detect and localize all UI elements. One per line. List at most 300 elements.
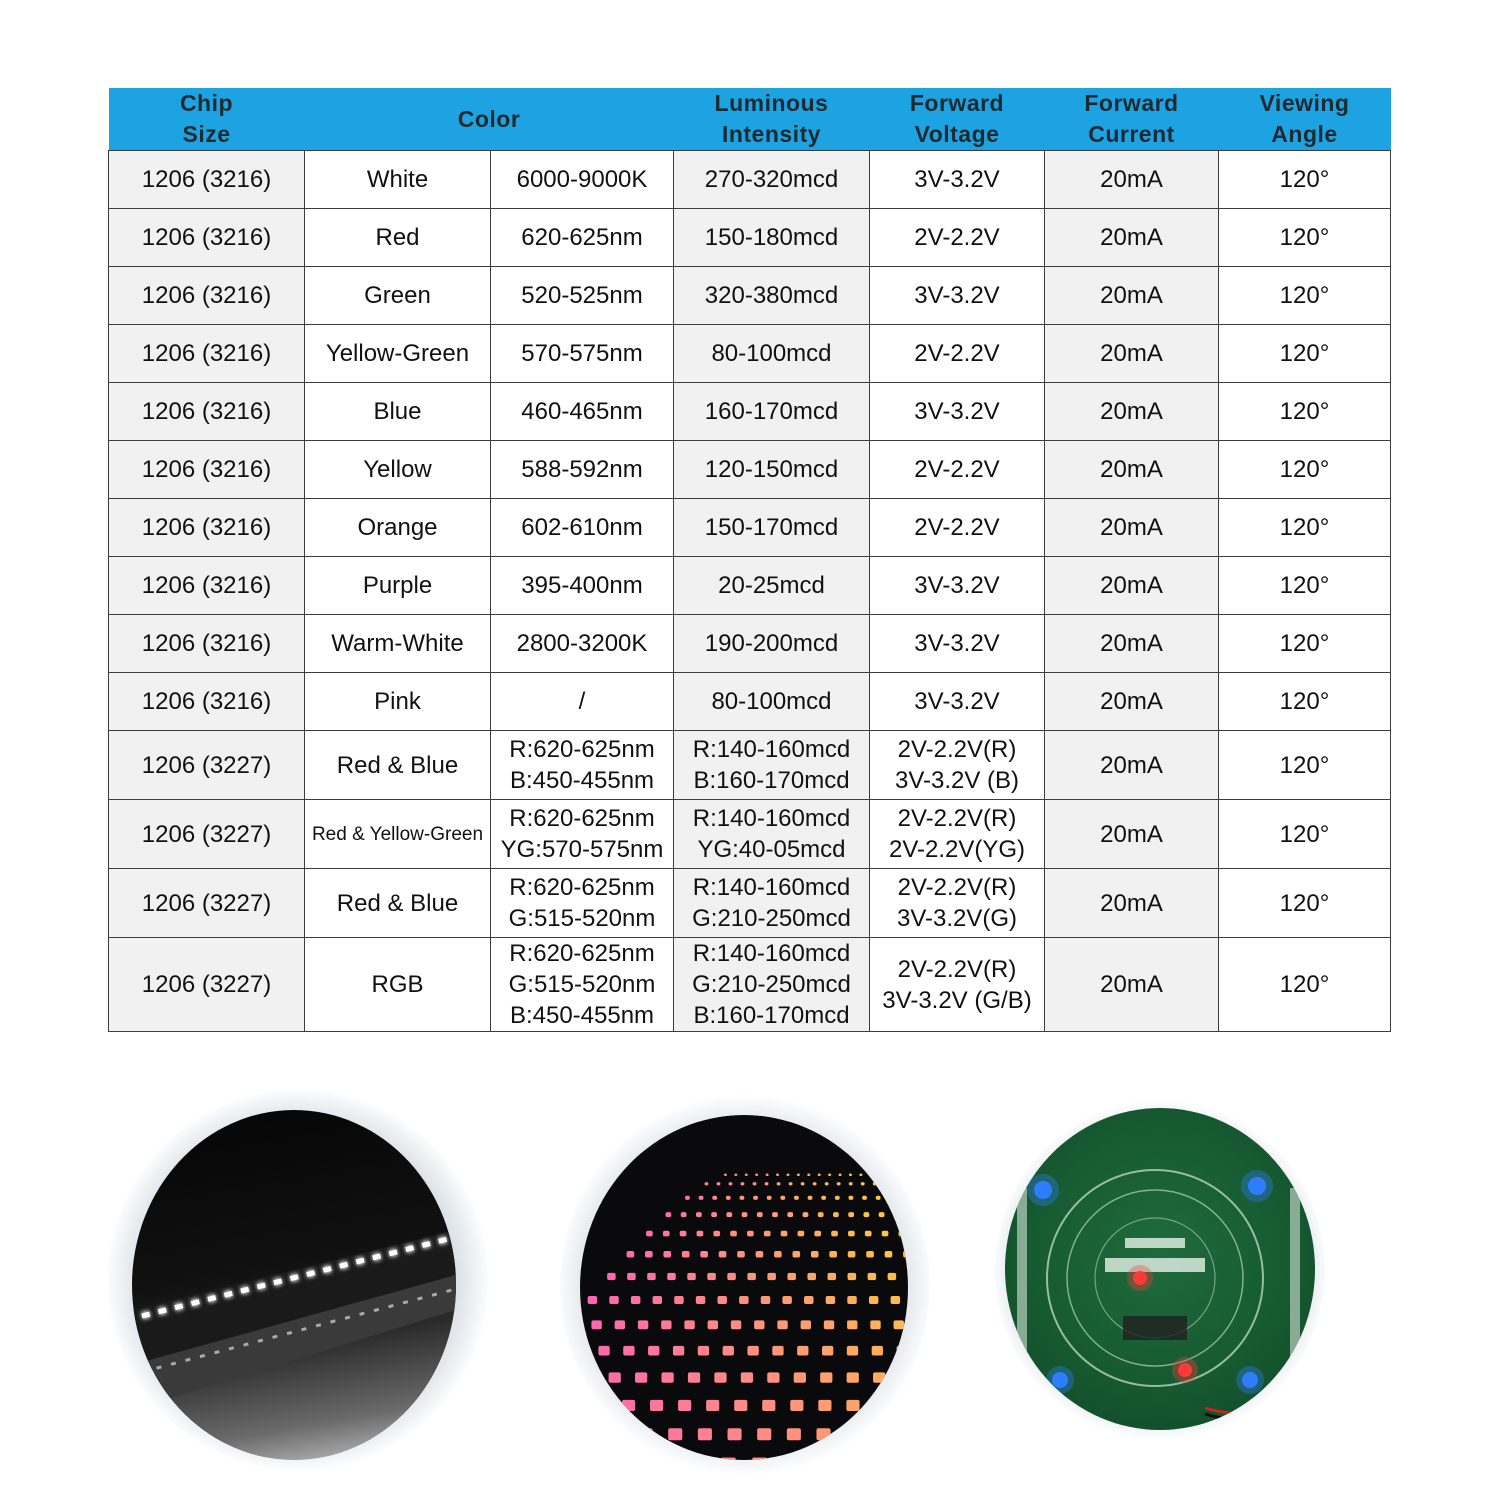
table-row	[109, 800, 1391, 869]
led-dot	[848, 1273, 857, 1280]
led-dot	[849, 1182, 853, 1185]
led-dot	[879, 1212, 885, 1217]
led-dot	[696, 1296, 705, 1304]
led-dot	[803, 1212, 809, 1217]
led-dot	[631, 1296, 640, 1304]
led-dot	[767, 1196, 772, 1200]
cell-luminous-line: B:160-170mcd	[693, 1002, 850, 1029]
led-dot	[764, 1231, 771, 1237]
cell-voltage-line: 3V-3.2V (G/B)	[882, 986, 1032, 1014]
cell-color: Yellow	[305, 441, 491, 499]
table-row	[109, 151, 1391, 209]
cell-wavelength-line: 620-625nm	[521, 224, 643, 251]
cell-chip-size: 1206 (3216)	[109, 383, 305, 441]
led-dot	[607, 1273, 616, 1280]
led-dot	[894, 1320, 904, 1329]
led-dot	[848, 1212, 854, 1217]
led-dot	[728, 1428, 742, 1440]
led-dot	[596, 1458, 611, 1461]
white-led-strip-photo	[132, 1110, 456, 1460]
cell-current: 20mA	[1045, 869, 1219, 938]
cell-wavelength	[491, 800, 674, 869]
led-dot	[847, 1320, 857, 1329]
cell-luminous-line: R:140-160mcd	[692, 805, 851, 832]
cell-wavelength-line: /	[578, 688, 586, 715]
cell-current: 20mA	[1045, 383, 1219, 441]
led-dot	[714, 1372, 726, 1382]
led-dot	[829, 1251, 837, 1257]
cell-chip-size: 1206 (3216)	[109, 325, 305, 383]
cell-chip-size: 1206 (3227)	[109, 731, 305, 800]
cell-chip-size: 1206 (3216)	[109, 499, 305, 557]
cell-color: White	[305, 151, 491, 209]
cell-wavelength-line: B:450-455nm	[509, 1002, 655, 1029]
led-dot	[646, 1231, 653, 1237]
cell-wavelength	[491, 731, 674, 800]
led-matrix-icon	[580, 1115, 908, 1460]
led-dot	[847, 1296, 856, 1304]
cell-chip-size: 1206 (3216)	[109, 673, 305, 731]
cell-voltage-line: 3V-3.2V (B)	[894, 767, 1020, 794]
led-dot	[627, 1458, 642, 1461]
led-dot	[794, 1372, 806, 1382]
led-spec-table	[108, 88, 1391, 1032]
led-dot	[801, 1182, 805, 1185]
cell-voltage-line: 3V-3.2V	[914, 282, 1000, 309]
led-dot	[737, 1251, 745, 1257]
led-dot	[786, 1174, 789, 1177]
led-dot	[681, 1212, 687, 1217]
table-row	[109, 615, 1391, 673]
led-dot	[623, 1346, 634, 1356]
cell-luminous-line: 80-100mcd	[711, 340, 832, 367]
led-dot	[888, 1273, 897, 1280]
led-dot	[739, 1196, 744, 1200]
led-dot	[699, 1196, 704, 1200]
led-dot	[712, 1196, 717, 1200]
cell-voltage	[870, 615, 1045, 673]
led-dot	[663, 1251, 671, 1257]
led-dot	[847, 1372, 859, 1382]
cell-current: 20mA	[1045, 673, 1219, 731]
cell-wavelength	[491, 383, 674, 441]
cell-chip-size: 1206 (3216)	[109, 267, 305, 325]
led-dot	[797, 1174, 800, 1177]
cell-voltage-line: 3V-3.2V	[914, 572, 1000, 599]
led-dot	[704, 1182, 708, 1185]
cell-luminous-line: G:210-250mcd	[692, 971, 851, 998]
cell-wavelength-line: 588-592nm	[521, 456, 643, 483]
cell-luminous	[674, 557, 870, 615]
led-dot	[807, 1174, 810, 1177]
cell-wavelength	[491, 869, 674, 938]
led-dot	[609, 1428, 623, 1440]
cell-luminous	[674, 151, 870, 209]
led-dot	[848, 1231, 855, 1237]
cell-wavelength-line: R:620-625nm	[509, 874, 655, 901]
led-dot	[706, 1400, 719, 1411]
led-dot	[661, 1372, 673, 1382]
led-dot	[708, 1320, 718, 1329]
led-dot	[876, 1196, 881, 1200]
led-dot	[668, 1428, 682, 1440]
cell-luminous	[674, 383, 870, 441]
cell-color: Red & Blue	[305, 731, 491, 800]
led-dot	[866, 1251, 874, 1257]
led-dot	[792, 1251, 800, 1257]
cell-wavelength	[491, 267, 674, 325]
led-dot	[807, 1273, 816, 1280]
led-dot	[824, 1320, 834, 1329]
cell-voltage	[870, 557, 1045, 615]
led-dot	[821, 1196, 826, 1200]
cell-luminous-line: 270-320mcd	[704, 166, 839, 193]
led-dot	[580, 1428, 593, 1440]
cell-luminous-line: 190-200mcd	[704, 630, 839, 657]
led-dot	[627, 1273, 636, 1280]
cell-luminous-line: 320-380mcd	[704, 282, 839, 309]
led-dot	[877, 1458, 892, 1461]
led-dot	[782, 1296, 791, 1304]
cell-luminous-line: 150-170mcd	[704, 514, 839, 541]
cell-luminous-line: 120-150mcd	[704, 456, 839, 483]
cell-voltage	[870, 441, 1045, 499]
cell-chip-size: 1206 (3216)	[109, 151, 305, 209]
led-dot	[653, 1296, 662, 1304]
led-dot	[724, 1174, 727, 1177]
cell-voltage-line: 2V-2.2V(R)	[897, 955, 1017, 983]
led-dot	[813, 1182, 817, 1185]
cell-voltage	[870, 673, 1045, 731]
cell-luminous-line: R:140-160mcd	[692, 736, 851, 763]
led-dot	[688, 1372, 700, 1382]
led-dot	[673, 1346, 684, 1356]
cell-current: 20mA	[1045, 325, 1219, 383]
cell-voltage	[870, 869, 1045, 938]
led-dot	[609, 1372, 621, 1382]
led-dot	[635, 1372, 647, 1382]
led-dot	[839, 1174, 842, 1177]
cell-chip-size: 1206 (3216)	[109, 557, 305, 615]
cell-voltage	[870, 151, 1045, 209]
led-dot	[818, 1212, 824, 1217]
led-dot	[696, 1212, 702, 1217]
led-dot	[591, 1320, 601, 1329]
cell-luminous	[674, 800, 870, 869]
led-dot	[741, 1182, 745, 1185]
cell-color: Blue	[305, 383, 491, 441]
table-row	[109, 441, 1391, 499]
table-row	[109, 869, 1391, 938]
cell-wavelength-line: 570-575nm	[521, 340, 643, 367]
cell-voltage	[870, 209, 1045, 267]
cell-luminous-line: R:140-160mcd	[692, 940, 851, 967]
cell-wavelength-line: G:515-520nm	[508, 905, 656, 932]
led-dot	[667, 1273, 676, 1280]
cell-angle: 120°	[1219, 209, 1391, 267]
led-dot	[729, 1182, 733, 1185]
led-dot	[762, 1400, 775, 1411]
led-dot	[801, 1320, 811, 1329]
led-dot	[761, 1296, 770, 1304]
led-dot	[882, 1231, 889, 1237]
led-dot	[831, 1231, 838, 1237]
cell-luminous-line: R:140-160mcd	[692, 874, 851, 901]
cell-luminous-line: B:160-170mcd	[693, 767, 850, 794]
cell-color: Warm-White	[305, 615, 491, 673]
led-dot	[822, 1346, 833, 1356]
cell-voltage-line: 2V-2.2V(R)	[897, 736, 1017, 763]
cell-voltage-line: 2V-2.2V	[914, 340, 1000, 367]
cell-wavelength-line: 395-400nm	[521, 572, 643, 599]
cell-current: 20mA	[1045, 557, 1219, 615]
cell-luminous-line: YG:40-05mcd	[697, 836, 846, 863]
led-dot	[797, 1346, 808, 1356]
led-dot	[680, 1231, 687, 1237]
cell-wavelength	[491, 557, 674, 615]
led-dot	[808, 1196, 813, 1200]
led-dot	[820, 1372, 832, 1382]
cell-voltage	[870, 499, 1045, 557]
led-dot	[609, 1296, 618, 1304]
led-dot	[885, 1251, 893, 1257]
cell-wavelength-line: 6000-9000K	[516, 166, 648, 193]
cell-voltage-line: 2V-2.2V	[914, 224, 1000, 251]
cell-chip-size: 1206 (3227)	[109, 938, 305, 1032]
cell-luminous-line: 20-25mcd	[718, 572, 825, 599]
led-dot	[765, 1182, 769, 1185]
cell-luminous	[674, 673, 870, 731]
led-dot	[868, 1273, 877, 1280]
cell-wavelength	[491, 151, 674, 209]
led-dot	[742, 1212, 748, 1217]
table-row	[109, 673, 1391, 731]
cell-chip-size: 1206 (3227)	[109, 800, 305, 869]
led-dot	[826, 1296, 835, 1304]
cell-current: 20mA	[1045, 441, 1219, 499]
cell-wavelength-line: YG:570-575nm	[500, 836, 664, 863]
cell-color: Purple	[305, 557, 491, 615]
led-dot	[650, 1400, 663, 1411]
led-dot	[863, 1212, 869, 1217]
led-dot	[741, 1372, 753, 1382]
led-dot	[757, 1428, 771, 1440]
led-dot	[698, 1346, 709, 1356]
cell-angle: 120°	[1219, 383, 1391, 441]
cell-voltage-line: 2V-2.2V	[914, 456, 1000, 483]
led-dot	[648, 1346, 659, 1356]
cell-luminous-line: 160-170mcd	[704, 398, 839, 425]
led-dot	[755, 1174, 758, 1177]
cell-luminous	[674, 499, 870, 557]
led-dot	[825, 1182, 829, 1185]
table-row	[109, 731, 1391, 800]
cell-wavelength-line: G:515-520nm	[508, 971, 656, 998]
cell-wavelength-line: 460-465nm	[521, 398, 643, 425]
table-body	[109, 151, 1391, 1032]
cell-angle: 120°	[1219, 267, 1391, 325]
led-dot	[767, 1273, 776, 1280]
cell-wavelength-line: R:620-625nm	[509, 940, 655, 967]
led-dot	[772, 1346, 783, 1356]
led-dot	[713, 1231, 720, 1237]
cell-wavelength-line: 520-525nm	[521, 282, 643, 309]
cell-current: 20mA	[1045, 267, 1219, 325]
cell-voltage	[870, 938, 1045, 1032]
led-dot	[772, 1212, 778, 1217]
cell-chip-size: 1206 (3216)	[109, 209, 305, 267]
led-dot	[787, 1273, 796, 1280]
led-dot	[818, 1174, 821, 1177]
cell-wavelength	[491, 673, 674, 731]
cell-voltage-line: 2V-2.2V(R)	[897, 805, 1017, 832]
cell-chip-size: 1206 (3216)	[109, 615, 305, 673]
cell-voltage-line: 3V-3.2V	[914, 688, 1000, 715]
led-dot	[776, 1174, 779, 1177]
cell-voltage	[870, 800, 1045, 869]
cell-luminous-line: 80-100mcd	[711, 688, 832, 715]
led-dot	[727, 1273, 736, 1280]
led-dot	[678, 1400, 691, 1411]
led-dot	[849, 1174, 852, 1177]
led-dot	[661, 1320, 671, 1329]
led-dot	[588, 1296, 597, 1304]
cell-angle: 120°	[1219, 151, 1391, 209]
header-forward-current: Forward Current	[1045, 88, 1219, 151]
cell-voltage	[870, 325, 1045, 383]
led-dot	[663, 1231, 670, 1237]
cell-angle: 120°	[1219, 499, 1391, 557]
pcb-circuit-photo	[1005, 1108, 1315, 1430]
led-dot	[818, 1400, 831, 1411]
led-dot	[862, 1196, 867, 1200]
led-dot	[869, 1296, 878, 1304]
cell-color: Yellow-Green	[305, 325, 491, 383]
led-dot	[647, 1273, 656, 1280]
cell-current: 20mA	[1045, 499, 1219, 557]
led-dot	[707, 1273, 716, 1280]
led-dot	[781, 1231, 788, 1237]
led-dot	[787, 1428, 801, 1440]
led-dot	[615, 1320, 625, 1329]
led-dot	[638, 1320, 648, 1329]
cell-wavelength	[491, 938, 674, 1032]
led-dot	[666, 1212, 672, 1217]
header-luminous-intensity: Luminous Intensity	[674, 88, 870, 151]
cell-color: Red	[305, 209, 491, 267]
led-dot	[674, 1296, 683, 1304]
led-dot	[734, 1174, 737, 1177]
cell-voltage-line: 2V-2.2V	[914, 514, 1000, 541]
led-dot	[901, 1174, 904, 1177]
led-dot	[828, 1174, 831, 1177]
cell-angle: 120°	[1219, 441, 1391, 499]
cell-luminous	[674, 615, 870, 673]
cell-luminous-line: G:210-250mcd	[692, 905, 851, 932]
cell-angle: 120°	[1219, 325, 1391, 383]
led-dot	[848, 1251, 856, 1257]
cell-chip-size: 1206 (3227)	[109, 869, 305, 938]
led-dot	[753, 1182, 757, 1185]
cell-current: 20mA	[1045, 938, 1219, 1032]
led-dot	[753, 1196, 758, 1200]
led-dot	[747, 1231, 754, 1237]
led-dot	[726, 1196, 731, 1200]
led-dot	[870, 1320, 880, 1329]
led-dot	[798, 1231, 805, 1237]
cell-color: Orange	[305, 499, 491, 557]
cell-wavelength-line: B:450-455nm	[509, 767, 655, 794]
led-dot	[717, 1296, 726, 1304]
led-dot	[711, 1212, 717, 1217]
cell-current: 20mA	[1045, 731, 1219, 800]
header-forward-voltage: Forward Voltage	[870, 88, 1045, 151]
led-dot	[700, 1251, 708, 1257]
cell-luminous-line: 150-180mcd	[704, 224, 839, 251]
led-dot	[747, 1346, 758, 1356]
cell-voltage-line: 3V-3.2V(G)	[896, 905, 1018, 932]
led-dot	[905, 1428, 908, 1440]
table-row	[109, 325, 1391, 383]
led-dot	[789, 1182, 793, 1185]
led-dot	[837, 1182, 841, 1185]
cell-voltage-line: 3V-3.2V	[914, 630, 1000, 657]
cell-color: Red & Yellow-Green	[305, 800, 491, 869]
led-dot	[861, 1182, 865, 1185]
cell-wavelength	[491, 615, 674, 673]
led-dot	[687, 1273, 696, 1280]
led-dot	[685, 1196, 690, 1200]
led-dot	[891, 1296, 900, 1304]
cell-angle: 120°	[1219, 615, 1391, 673]
cell-wavelength	[491, 499, 674, 557]
cell-chip-size: 1206 (3216)	[109, 441, 305, 499]
table-row	[109, 557, 1391, 615]
header-viewing-angle: Viewing Angle	[1219, 88, 1391, 151]
table-row	[109, 209, 1391, 267]
led-strip-icon	[132, 1110, 456, 1460]
cell-wavelength-line: 602-610nm	[521, 514, 643, 541]
led-dot	[902, 1400, 908, 1411]
table-row	[109, 267, 1391, 325]
cell-angle: 120°	[1219, 938, 1391, 1032]
led-dot	[645, 1251, 653, 1257]
cell-color: Pink	[305, 673, 491, 731]
cell-voltage	[870, 731, 1045, 800]
cell-wavelength-line: 2800-3200K	[516, 630, 648, 657]
led-dot	[833, 1212, 839, 1217]
led-dot	[859, 1174, 862, 1177]
led-dot	[747, 1273, 756, 1280]
header-color: Color	[305, 88, 674, 151]
cell-wavelength-line: R:620-625nm	[509, 736, 655, 763]
cell-current: 20mA	[1045, 615, 1219, 673]
cell-current: 20mA	[1045, 209, 1219, 267]
led-dot	[811, 1251, 819, 1257]
led-dot	[757, 1212, 763, 1217]
cell-angle: 120°	[1219, 557, 1391, 615]
table-row	[109, 499, 1391, 557]
cell-voltage	[870, 267, 1045, 325]
cell-luminous	[674, 267, 870, 325]
cell-wavelength	[491, 325, 674, 383]
led-dot	[723, 1346, 734, 1356]
led-dot	[734, 1400, 747, 1411]
cell-angle: 120°	[1219, 731, 1391, 800]
led-dot	[777, 1320, 787, 1329]
led-dot	[627, 1251, 635, 1257]
cell-wavelength-line: R:620-625nm	[509, 805, 655, 832]
